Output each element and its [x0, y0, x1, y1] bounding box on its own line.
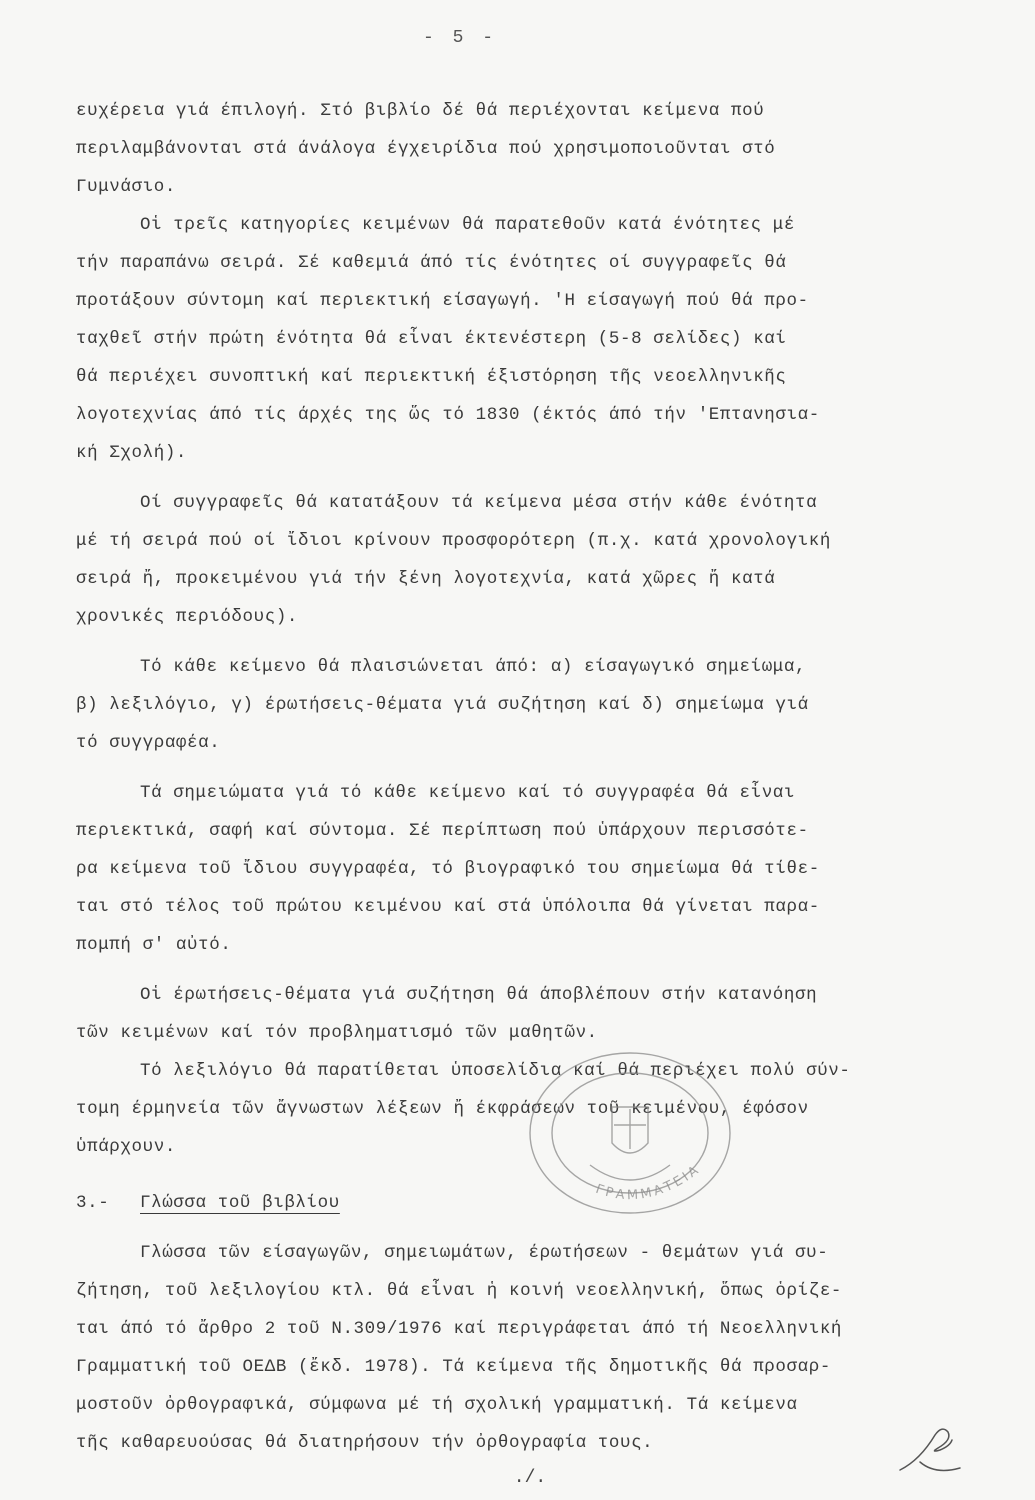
stamp-text: ΓΡΑΜΜΑΤΕΙΑ [593, 1161, 704, 1204]
official-stamp-icon [520, 1045, 740, 1220]
text-line: Τό λεξιλόγιο θά παρατίθεται ὑποσελίδια καί θά περιέχει πολύ σύν- [140, 1061, 851, 1081]
text-line: τήν παραπάνω σειρά. Σέ καθεμιά άπό τίς ένότητες οί συγγραφεῖς θά [76, 253, 787, 273]
text-line: περιλαμβάνονται στά άνάλογα έγχειρίδια πού χρησιμοποιοῦνται στό [76, 139, 776, 159]
text-line: ται στό τέλος τοῦ πρώτου κειμένου καί στά ὑπόλοιπα θά γίνεται παρα- [76, 897, 820, 917]
text-line: Τά σημειώματα γιά τό κάθε κείμενο καί τό συγγραφέα θά εἶναι [140, 783, 796, 803]
text-line: περιεκτικά, σαφή καί σύντομα. Σέ περίπτωση πού ὑπάρχουν περισσότε- [76, 821, 809, 841]
section-paragraph [76, 1234, 976, 1462]
paragraph-2 [76, 206, 976, 472]
paragraph-1 [76, 92, 976, 206]
text-line: Γυμνάσιο. [76, 177, 176, 197]
end-mark: ./. [513, 1468, 547, 1488]
text-line: Οί συγγραφεῖς θά κατατάξουν τά κείμενα μέσα στήν κάθε ένότητα [140, 493, 818, 513]
text-line: κή Σχολή). [76, 443, 188, 463]
text-line: προτάξουν σύντομη καί περιεκτική είσαγωγή. 'Η είσαγωγή πού θά προ- [76, 291, 809, 311]
paragraph-3 [76, 484, 976, 636]
svg-text:ΓΡΑΜΜΑΤΕΙΑ [594, 1162, 704, 1204]
document-body [76, 92, 976, 1462]
text-line: Γραμματική τοῦ ΟΕΔΒ (ἔκδ. 1978). Τά κείμενα τῆς δημοτικῆς θά προσαρ- [76, 1357, 831, 1377]
text-line: τῶν κειμένων καί τόν προβληματισμό τῶν μαθητῶν. [76, 1023, 598, 1043]
section-title: Γλώσσα τοῦ βιβλίου [140, 1193, 340, 1213]
section-number: 3.- [76, 1193, 110, 1213]
paragraph-6 [76, 976, 976, 1052]
text-line: λογοτεχνίας άπό τίς άρχές της ὥς τό 1830 (έκτός άπό τήν 'Επτανησια- [76, 405, 820, 425]
text-line: θά περιέχει συνοπτική καί περιεκτική έξιστόρηση τῆς νεοελληνικῆς [76, 367, 787, 387]
text-line: ται άπό τό ἄρθρο 2 τοῦ Ν.309/1976 καί περιγράφεται άπό τή Νεοελληνική [76, 1319, 843, 1339]
text-line: Γλώσσα τῶν είσαγωγῶν, σημειωμάτων, έρωτήσεων - θεμάτων γιά συ- [140, 1243, 829, 1263]
paragraph-5 [76, 774, 976, 964]
page-number: - 5 - [422, 28, 497, 48]
text-line: τό συγγραφέα. [76, 733, 221, 753]
paragraph-4 [76, 648, 976, 762]
text-line: ζήτηση, τοῦ λεξιλογίου κτλ. θά εἶναι ἡ κοινή νεοελληνική, ὅπως ὁρίζε- [76, 1281, 843, 1301]
text-line: ταχθεῖ στήν πρώτη ένότητα θά εἶναι έκτενέστερη (5-8 σελίδες) καί [76, 329, 787, 349]
text-line: ευχέρεια γιά έπιλογή. Στό βιβλίο δέ θά περιέχονται κείμενα πού [76, 101, 765, 121]
text-line: Οἱ τρεῖς κατηγορίες κειμένων θά παρατεθοῦν κατά ένότητες μέ [140, 215, 796, 235]
text-line: χρονικές περιόδους). [76, 607, 299, 627]
text-line: μοστοῦν ὀρθογραφικά, σύμφωνα μέ τή σχολική γραμματική. Τά κείμενα [76, 1395, 798, 1415]
text-line: μέ τή σειρά πού οί ἴδιοι κρίνουν προσφορότερη (π.χ. κατά χρονολογική [76, 531, 831, 551]
text-line: Τό κάθε κείμενο θά πλαισιώνεται άπό: α) είσαγωγικό σημείωμα, [140, 657, 807, 677]
text-line: τῆς καθαρευούσας θά διατηρήσουν τήν ὀρθογραφία τους. [76, 1433, 654, 1453]
text-line: ὑπάρχουν. [76, 1137, 176, 1157]
text-line: πομπή σ' αὐτό. [76, 935, 232, 955]
text-line: σειρά ἤ, προκειμένου γιά τήν ξένη λογοτεχνία, κατά χῶρες ἤ κατά [76, 569, 776, 589]
text-line: β) λεξιλόγιο, γ) έρωτήσεις-θέματα γιά συζήτηση καί δ) σημείωμα γιά [76, 695, 809, 715]
text-line: ρα κείμενα τοῦ ἴδιου συγγραφέα, τό βιογραφικό του σημείωμα θά τίθε- [76, 859, 820, 879]
signature-icon [890, 1420, 970, 1480]
text-line: Οἱ έρωτήσεις-θέματα γιά συζήτηση θά άποβλέπουν στήν κατανόηση [140, 985, 818, 1005]
text-line: τομη έρμηνεία τῶν ἄγνωστων λέξεων ἤ έκφράσεων τοῦ κειμένου, έφόσον [76, 1099, 809, 1119]
